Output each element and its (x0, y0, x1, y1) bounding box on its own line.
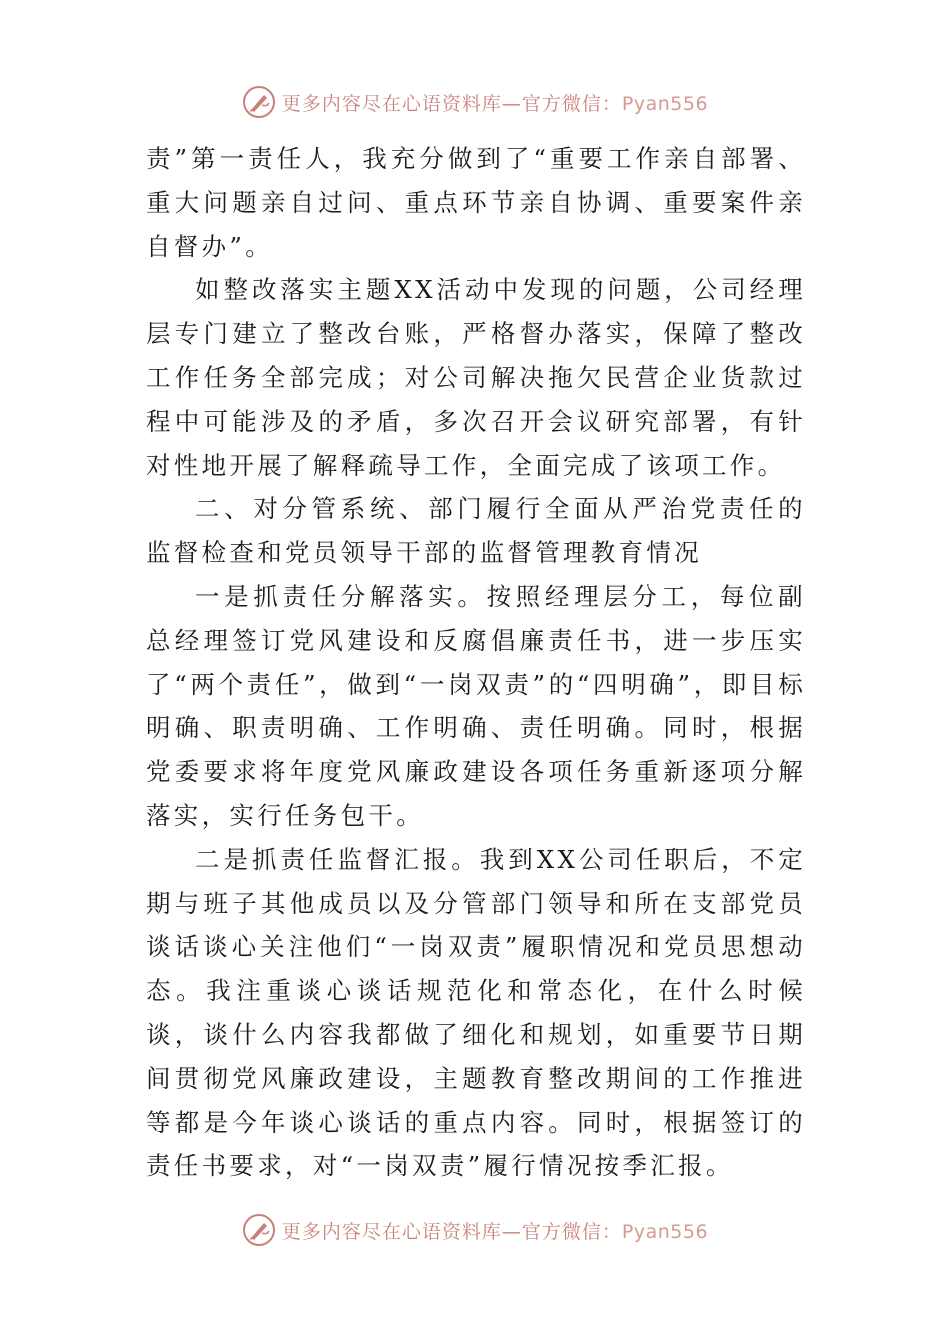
wechat-id: Pyan556 (621, 92, 709, 115)
watermark-text: 更多内容尽在心语资料库—官方微信：Pyan556 (281, 1220, 709, 1243)
document-body (146, 137, 806, 1188)
watermark-header (0, 82, 950, 122)
section-heading: 二、对分管系统、部门履行全面从严治党责任的监督检查和党员领导干部的监督管理教育情况 (146, 494, 806, 568)
paragraph: 如整改落实主题XX活动中发现的问题，公司经理层专门建立了整改台账，严格督办落实，保障了整改工作任务全部完成；对公司解决拖欠民营企业货款过程中可能涉及的矛盾，多次召开会议研究部署，有针对性地开展了解释疏导工作，全面完成了该项工作。 (146, 275, 806, 480)
watermark-text: 更多内容尽在心语资料库—官方微信：Pyan556 (281, 92, 709, 115)
pen-logo-icon (242, 85, 276, 119)
watermark-footer (0, 1210, 950, 1250)
wechat-id: Pyan556 (621, 1220, 709, 1243)
paragraph: 一是抓责任分解落实。按照经理层分工，每位副总经理签订党风建设和反腐倡廉责任书，进一步压实了“两个责任”，做到“一岗双责”的“四明确”，即目标明确、职责明确、工作明确、责任明确。同时，根据党委要求将年度党风廉政建设各项任务重新逐项分解落实，实行任务包干。 (146, 581, 806, 830)
paragraph: 责”第一责任人，我充分做到了“重要工作亲自部署、重大问题亲自过问、重点环节亲自协调、重要案件亲自督办”。 (146, 144, 806, 261)
pen-logo-icon (242, 1213, 276, 1247)
paragraph: 二是抓责任监督汇报。我到XX公司任职后，不定期与班子其他成员以及分管部门领导和所在支部党员谈话谈心关注他们“一岗双责”履职情况和党员思想动态。我注重谈心谈话规范化和常态化，在什么时候谈，谈什么内容我都做了细化和规划，如重要节日期间贯彻党风廉政建设，主题教育整改期间的工作推进等都是今年谈心谈话的重点内容。同时，根据签订的责任书要求，对“一岗双责”履行情况按季汇报。 (146, 844, 806, 1181)
